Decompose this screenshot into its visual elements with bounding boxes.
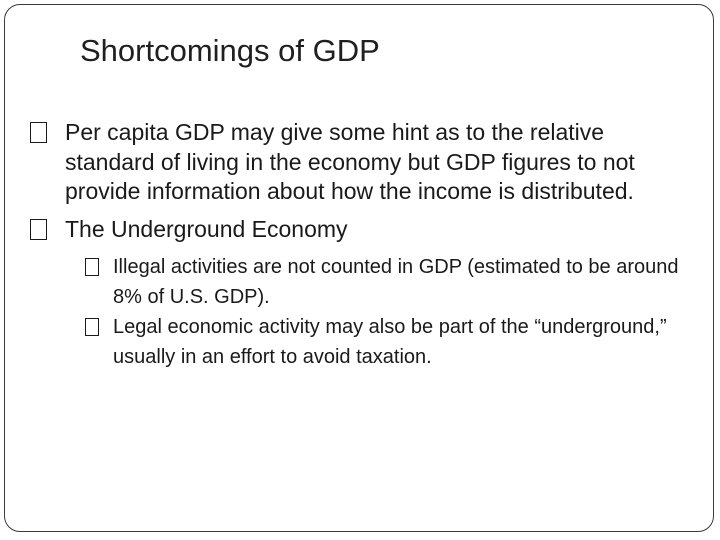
bullet-text: The Underground Economy [65,215,348,242]
slide-title: Shortcomings of GDP [80,33,380,68]
sub-bullet-box-icon [85,318,99,336]
sub-bullet-text: Legal economic activity may also be part of the “underground,” usually in an effort to avoid taxation. [113,316,667,368]
sub-bullet-item [85,252,690,312]
bullet-item [30,215,690,245]
bullet-box-icon [30,219,47,240]
bullet-item [30,118,690,207]
sub-bullet-box-icon [85,258,99,276]
bullet-list [30,118,690,372]
sub-bullet-list [85,252,690,372]
sub-bullet-text: Illegal activities are not counted in GDP (estimated to be around 8% of U.S. GDP). [113,256,679,308]
bullet-text: Per capita GDP may give some hint as to the relative standard of living in the economy but GDP figures to not provide information about how the income is distributed. [65,119,635,204]
sub-bullet-item [85,312,690,372]
bullet-box-icon [30,122,47,143]
